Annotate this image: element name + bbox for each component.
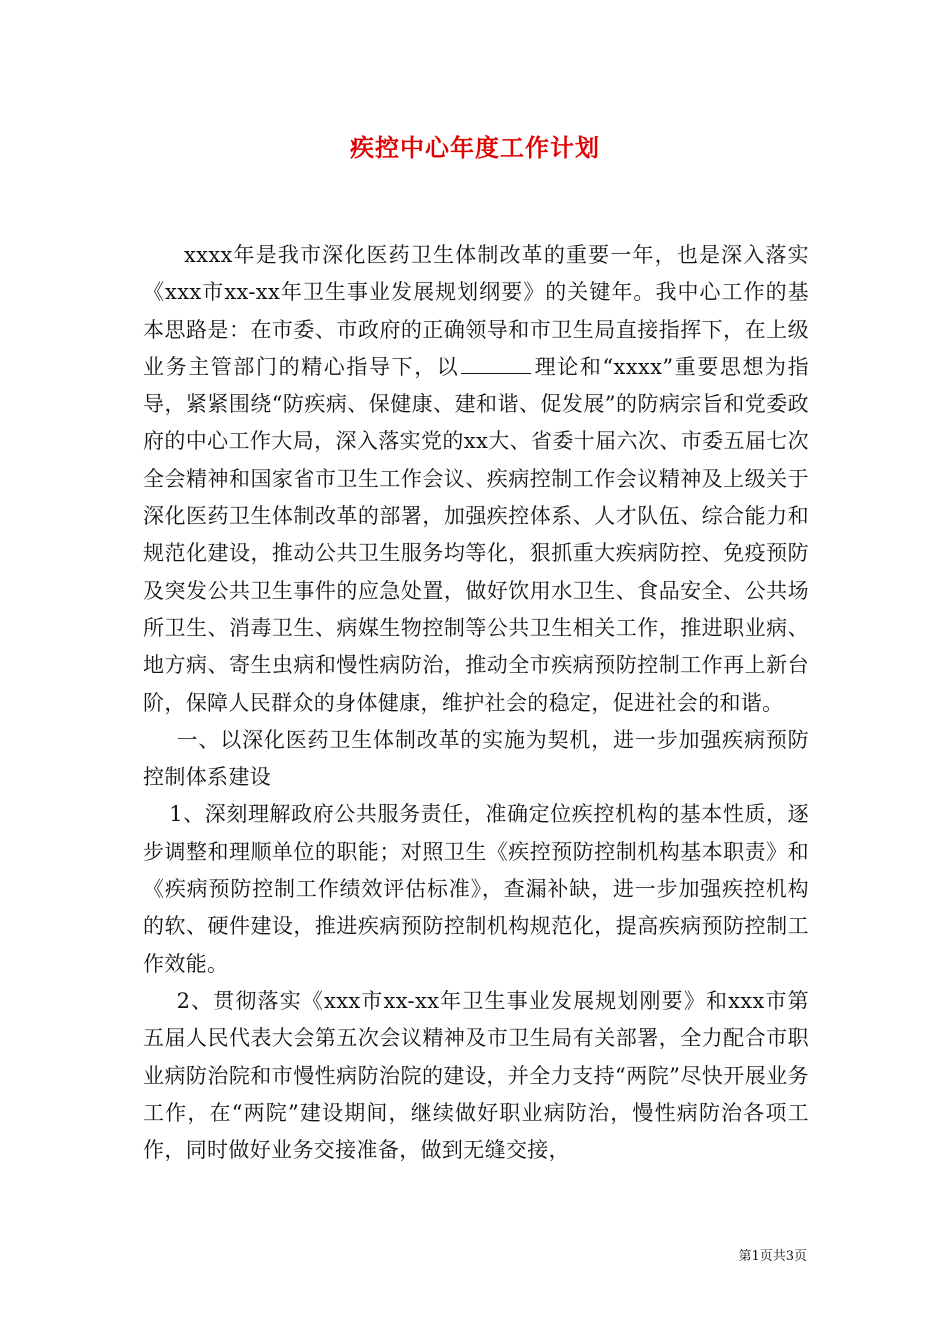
intro-text-part2: 理论和“xxxx”重要思想为指导，紧紧围绕“防疾病、保健康、建和谐、促发展”的防病宗旨和党委政府的中心工作大局，深入落实党的xx大、省委十届六次、市委五届七次全会精神和国家省市卫生工作会议、疾病控制工作会议精神及上级关于深化医药卫生体制改革的部署，加强疾控体系、人才队伍、综合能力和规范化建设，推动公共卫生服务均等化，狠抓重大疾病防控、免疫预防及突发公共卫生事件的应急处置，做好饮用水卫生、食品安全、公共场所卫生、消毒卫生、病媒生物控制等公共卫生相关工作，推进职业病、地方病、寄生虫病和慢性病防治，推动全市疾病预防控制工作再上新台阶，保障人民群众的身体健康，维护社会的稳定，促进社会的和谐。 (143, 354, 809, 715)
section-heading-1: 一、以深化医药卫生体制改革的实施为契机，进一步加强疾病预防控制体系建设 (143, 727, 809, 790)
list-item-1: 1、深刻理解政府公共服务责任，准确定位疾控机构的基本性质，逐步调整和理顺单位的职能；对照卫生《疾控预防控制机构基本职责》和《疾病预防控制工作绩效评估标准》，查漏补缺，进一步加强疾控机构的软、硬件建设，推进疾病预防控制机构规范化，提高疾病预防控制工作效能。 (143, 802, 809, 976)
document-title: 疾控中心年度工作计划 (350, 133, 600, 162)
document-body (143, 237, 809, 1169)
list-item-2: 2、贯彻落实《xxx市xx-xx年卫生事业发展规划刚要》和xxx市第五届人民代表大会第五次会议精神及市卫生局有关部署，全力配合市职业病防治院和市慢性病防治院的建设，并全力支持“两院”尽快开展业务工作，在“两院”建设期间，继续做好职业病防治，慢性病防治各项工作，同时做好业务交接准备，做到无缝交接， (143, 988, 809, 1163)
page-number-footer: 第1页共3页 (738, 1249, 807, 1264)
intro-text-part1: xxxx年是我市深化医药卫生体制改革的重要一年，也是深入落实《xxx市xx-xx年卫生事业发展规划纲要》的关键年。我中心工作的基本思路是：在市委、市政府的正确领导和市卫生局直接指挥下，在上级业务主管部门的精心指导下，以 (143, 243, 809, 379)
intro-paragraph (143, 237, 809, 722)
fill-in-blank (461, 355, 531, 374)
